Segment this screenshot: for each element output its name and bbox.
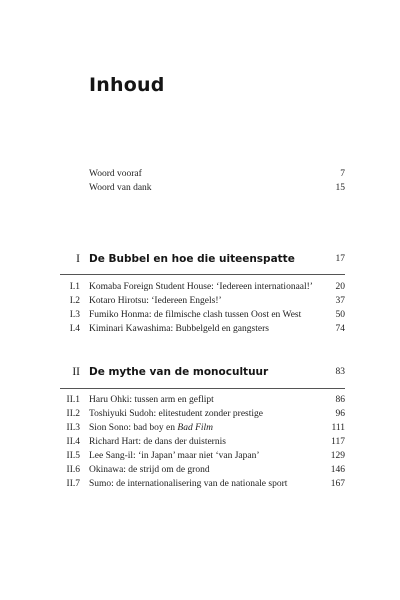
toc-chapter-row — [0, 295, 400, 308]
toc-entry-page: 15 — [335, 183, 345, 193]
toc-entry — [0, 182, 400, 195]
chapter-label: Fumiko Honma: de filmische clash tussen Oost en West — [89, 310, 302, 320]
chapter-label: Lee Sang-il: ‘in Japan’ maar niet ‘van Japan’ — [89, 451, 260, 461]
chapter-page: 50 — [335, 310, 345, 320]
chapter-page: 74 — [335, 324, 345, 334]
chapter-page: 96 — [335, 409, 345, 419]
chapter-page: 37 — [335, 296, 345, 306]
chapter-number: II.3 — [66, 423, 80, 433]
chapter-page: 146 — [330, 465, 345, 475]
chapter-number: II.7 — [66, 479, 80, 489]
part-page: 83 — [335, 367, 345, 377]
toc-chapter-row — [0, 464, 400, 477]
toc-chapter-row — [0, 436, 400, 449]
chapter-label: Kotaro Hirotsu: ‘Iedereen Engels!’ — [89, 296, 222, 306]
chapter-page: 129 — [330, 451, 345, 461]
part-divider — [60, 388, 345, 389]
toc-entry-label: Woord van dank — [89, 183, 152, 193]
chapter-label: Okinawa: de strijd om de grond — [89, 465, 210, 475]
part-divider — [60, 274, 345, 275]
chapter-label: Haru Ohki: tussen arm en geflipt — [89, 395, 214, 405]
chapter-label: Kiminari Kawashima: Bubbelgeld en gangsters — [89, 324, 269, 334]
chapter-number: I.1 — [69, 282, 80, 292]
chapter-label-italic: Bad Film — [177, 423, 214, 433]
chapter-number: II.5 — [66, 451, 80, 461]
part-number: I — [76, 253, 80, 265]
toc-chapter-row — [0, 323, 400, 336]
chapter-number: I.2 — [69, 296, 80, 306]
toc-entry-label: Woord vooraf — [89, 169, 142, 179]
toc-chapter-row — [0, 450, 400, 463]
toc-chapter-row — [0, 309, 400, 322]
chapter-label: Sumo: de internationalisering van de nationale sport — [89, 479, 288, 489]
part-title: De mythe van de monocultuur — [89, 366, 269, 378]
chapter-number: I.4 — [69, 324, 80, 334]
toc-chapter-row — [0, 478, 400, 491]
chapter-label-text: Sion Sono: bad boy en — [89, 423, 178, 433]
chapter-number: II.2 — [66, 409, 80, 419]
chapter-page: 86 — [335, 395, 345, 405]
chapter-number: I.3 — [69, 310, 80, 320]
toc-chapter-row — [0, 422, 400, 435]
toc-chapter-row — [0, 281, 400, 294]
chapter-number: II.6 — [66, 465, 80, 475]
chapter-page: 111 — [331, 423, 345, 433]
part-title: De Bubbel en hoe die uiteenspatte — [89, 253, 295, 265]
chapter-label: Richard Hart: de dans der duisternis — [89, 437, 226, 447]
toc-chapter-row — [0, 408, 400, 421]
part-page: 17 — [335, 254, 345, 264]
chapter-number: II.4 — [66, 437, 80, 447]
chapter-label: Toshiyuki Sudoh: elitestudent zonder prestige — [89, 409, 264, 419]
part-number: II — [72, 366, 80, 378]
chapter-page: 117 — [331, 437, 345, 447]
chapter-page: 20 — [335, 282, 345, 292]
part-heading — [0, 251, 400, 267]
toc-entry-page: 7 — [340, 169, 345, 179]
chapter-label — [89, 422, 213, 435]
page-title: Inhoud — [89, 74, 165, 96]
chapter-page: 167 — [330, 479, 345, 489]
toc-entry — [0, 168, 400, 181]
chapter-number: II.1 — [66, 395, 80, 405]
toc-chapter-row — [0, 394, 400, 407]
chapter-label: Komaba Foreign Student House: ‘Iedereen internationaal!’ — [89, 282, 313, 292]
part-heading — [0, 364, 400, 380]
